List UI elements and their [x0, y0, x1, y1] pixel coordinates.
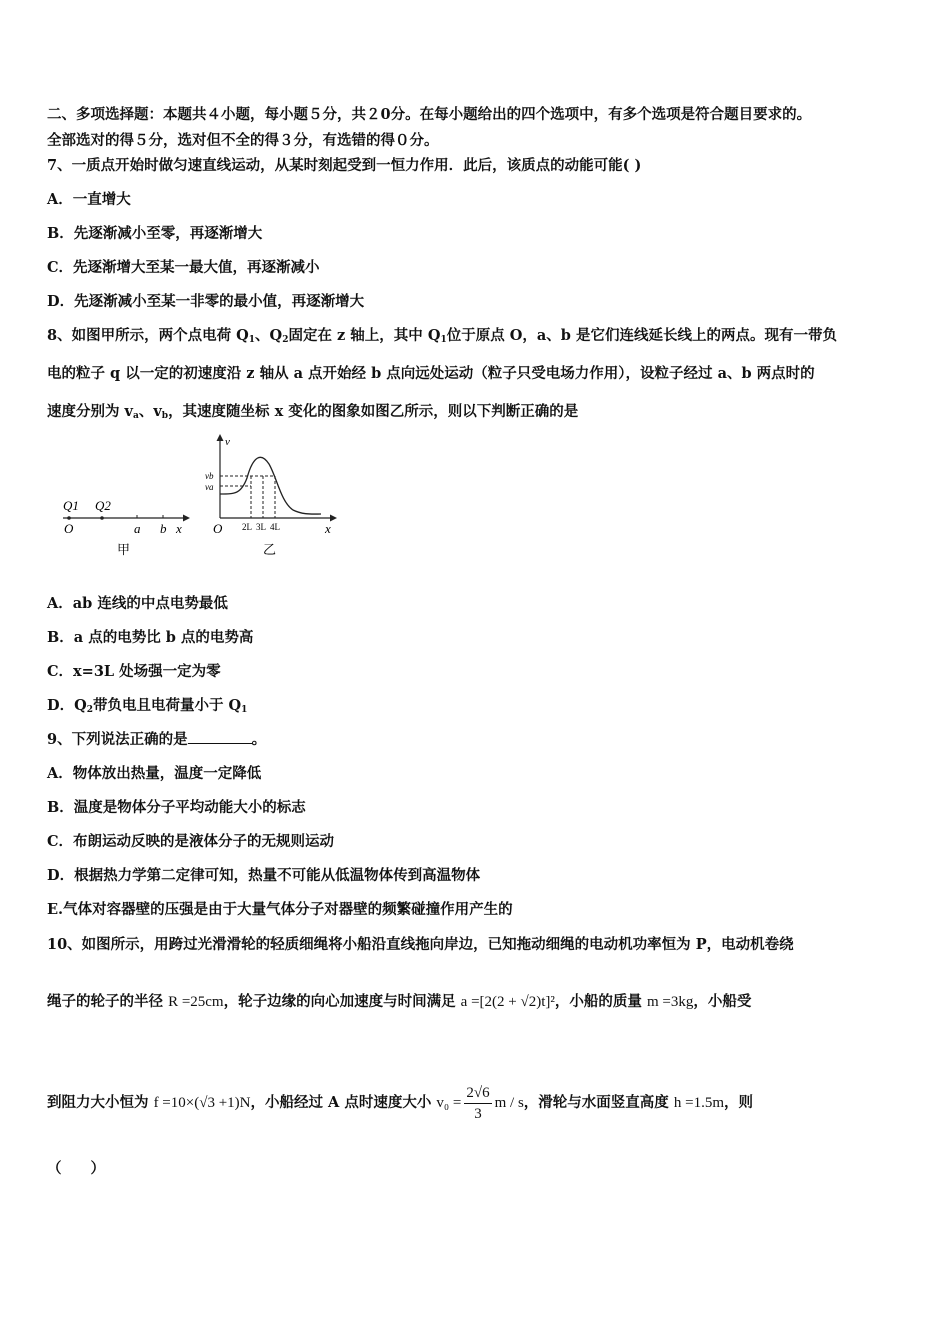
q8-option-c: C．x=3L 处场强一定为零: [47, 663, 221, 680]
q7-stem: 7、一质点开始时做匀速直线运动，从某时刻起受到一恒力作用．此后，该质点的动能可能( ): [47, 157, 642, 174]
formula-m: m =3kg: [646, 994, 694, 1010]
section-header-line1: 二、多项选择题：本题共４小题，每小题５分，共２0分。在每小题给出的四个选项中，有多个选项是符合题目要求的。: [47, 106, 812, 123]
label-va: va: [205, 482, 214, 492]
q8-stem-line2: 电的粒子 q 以一定的初速度沿 z 轴从 a 点开始经 b 点向远处运动（粒子只受电场力作用），设粒子经过 a、b 两点时的: [47, 365, 815, 382]
caption-yi: 乙: [263, 542, 277, 557]
formula-v0: v₀ =: [436, 1095, 462, 1111]
figure-jia: [63, 498, 190, 557]
label-x-yi: x: [325, 521, 331, 536]
q8-option-d: D．$Q_2$带负电且电荷量小于 $Q_1$: [47, 697, 248, 715]
label-q2: Q2: [95, 498, 111, 513]
q7-option-a: A．一直增大: [47, 191, 131, 208]
figure-yi: [205, 434, 337, 557]
label-v: v: [225, 436, 230, 448]
label-2l: 2L: [242, 522, 252, 532]
formula-a: a =[2(2 + √2)t]²: [460, 994, 555, 1010]
label-4l: 4L: [270, 522, 280, 532]
label-origin-jia: O: [64, 521, 74, 536]
q10-line3: 到阻力大小恒为 f =10×(√3 +1)N，小船经过 A 点时速度大小 v₀ = $\frac{2√6}{3}$ m / s，滑轮与水面竖直高度 h =1.5m，则: [47, 1084, 753, 1122]
label-origin-yi: O: [213, 521, 223, 536]
q8-stem-line3: 速度分别为 $v_a$、$v_b$，其速度随坐标 x 变化的图象如图乙所示，则以下判断正确的是: [47, 403, 579, 421]
q8-option-b: B．a 点的电势比 b 点的电势高: [47, 629, 254, 646]
label-q1: Q1: [63, 498, 79, 513]
fraction-v0: $\frac{2√6}{3}$: [466, 1084, 490, 1122]
q9-option-b: B．温度是物体分子平均动能大小的标志: [47, 799, 306, 816]
q7-option-c: C．先逐渐增大至某一最大值，再逐渐减小: [47, 259, 320, 276]
q9-option-a: A．物体放出热量，温度一定降低: [47, 765, 262, 782]
q8-stem-line1: 8、如图甲所示，两个点电荷 $Q_1$、$Q_2$固定在 z 轴上，其中 $Q_1$位于原点 O，a、b 是它们连线延长线上的两点。现有一带负: [47, 327, 837, 345]
section-header-line2: 全部选对的得５分，选对但不全的得３分，有选错的得０分。: [47, 132, 439, 149]
q10-answer-parens: （ ）: [47, 1160, 105, 1177]
q7-option-d: D．先逐渐减小至某一非零的最小值，再逐渐增大: [47, 293, 365, 310]
caption-jia: 甲: [117, 542, 131, 557]
label-x-jia: x: [176, 521, 182, 536]
label-vb: vb: [205, 471, 214, 481]
q10-line1: 10、如图所示，用跨过光滑滑轮的轻质细绳将小船沿直线拖向岸边，已知拖动细绳的电动机功率恒为 P，电动机卷绕: [47, 936, 794, 953]
formula-r: R =25cm: [168, 994, 224, 1010]
formula-h: h =1.5m: [673, 1095, 724, 1111]
q9-stem: 9、下列说法正确的是 。: [47, 731, 267, 748]
formula-f: f =10×(√3 +1)N: [153, 1095, 251, 1111]
q10-line2: 绳子的轮子的半径 R =25cm，轮子边缘的向心加速度与时间满足 a =[2(2 + √2)t]²，小船的质量 m =3kg，小船受: [47, 993, 752, 1010]
q9-option-e: E.气体对容器壁的压强是由于大量气体分子对器壁的频繁碰撞作用产生的: [47, 901, 513, 918]
q7-option-b: B．先逐渐减小至零，再逐渐增大: [47, 225, 263, 242]
q9-option-d: D．根据热力学第二定律可知，热量不可能从低温物体传到高温物体: [47, 867, 481, 884]
q8-figure: [55, 430, 355, 562]
label-a: a: [134, 521, 141, 536]
q9-option-c: C．布朗运动反映的是液体分子的无规则运动: [47, 833, 335, 850]
label-3l: 3L: [256, 522, 266, 532]
answer-blank: [188, 731, 252, 744]
label-b: b: [160, 521, 167, 536]
q8-option-a: A．ab 连线的中点电势最低: [47, 595, 228, 612]
